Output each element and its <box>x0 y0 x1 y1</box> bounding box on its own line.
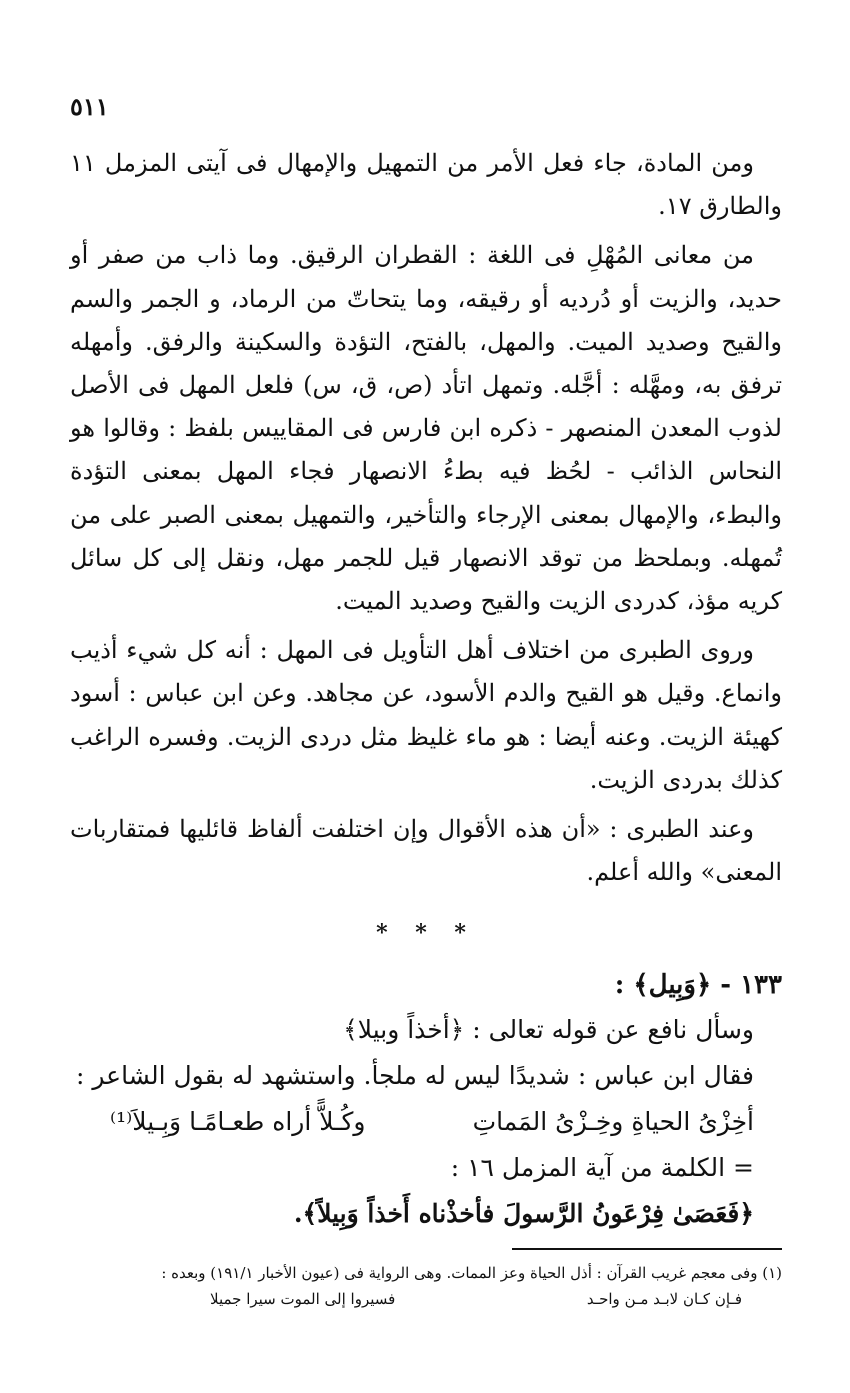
paragraph: وعند الطبرى : «أن هذه الأقوال وإن اختلفت ألفاظ قائليها فمتقاربات المعنى» والله أعلم. <box>70 815 782 887</box>
footnote-divider <box>512 1248 782 1250</box>
main-text <box>70 142 782 1237</box>
footnote-verse-first: فـإن كـان لابـد مـن واحـد <box>586 1290 742 1308</box>
entry-question: وسأل نافع عن قوله تعالى : ﴿أخذاً وبيلا﴾ <box>343 1014 754 1044</box>
footnote <box>70 1260 782 1312</box>
paragraph: من معانى المُهْلِ فى اللغة : القطران الرقيق. وما ذاب من صفر أو حديد، والزيت أو دُرديه أو رقيقه، وما يتحاتّ من الرماد، و الجمر والسم والقيح وصديد الميت. والمهل، بالفتح، التؤدة والسكينة والرفق. وأمهله ترفق به، ومهَّله : أجَّله. وتمهل اتأد (ص، ق، س) فلعل المهل فى الأصل لذوب المعدن المنصهر - ذكره ابن فارس فى المقاييس بلفظ : وقالوا هو النحاس الذائب - لحُظ فيه بطءُ الانصهار فجاء المهل بمعنى التؤدة والبطء، والإمهال بمعنى الإرجاء والتأخير، والتمهيل بمعنى الصبر على من تُمهله. وبملحظ من توقد الانصهار قيل للجمر مهل، ونقل إلى كل سائل كريه مؤذ، كدردى الزيت والقيح وصديد الميت. <box>70 241 783 616</box>
entry-text <box>70 1007 782 1237</box>
book-page <box>70 0 782 1393</box>
entry-heading: ١٣٣ - ﴿وَبِيل﴾ : <box>614 969 782 1000</box>
quran-ayah: ﴿فَعَصَىٰ فِرْعَونُ الرَّسولَ فأخذْناه أَخذاً وَبِيلاً﴾. <box>293 1198 754 1228</box>
page-number: ٥١١ <box>70 92 109 121</box>
section-separator: * * * <box>376 920 476 947</box>
verse-second-hemistich: وكُـلاًّ أراه طعـامًـا وَبِـيلاَ⁽¹⁾ <box>110 1106 366 1136</box>
paragraph: وروى الطبرى من اختلاف أهل التأويل فى المهل : أنه كل شيء أذيب وانماع. وقيل هو القيح والدم الأسود، عن مجاهد. وعن ابن عباس : أسود كهيئة الزيت. وعنه أيضا : هو ماء غليظ مثل دردى الزيت. وفسره الراغب كذلك بدردى الزيت. <box>70 636 782 794</box>
poem-verse <box>70 1099 782 1145</box>
verse-first-hemistich: أخِزْىُ الحياةِ وخِـزْىُ المَماتِ <box>472 1106 754 1136</box>
footnote-text: (١) وفى معجم غريب القرآن : أذل الحياة وعز الممات. وهى الرواية فى (عيون الأخبار ١٩١/١) وبعده : <box>161 1264 782 1282</box>
entry-note: = الكلمة من آية المزمل ١٦ : <box>450 1152 754 1182</box>
footnote-verse <box>70 1286 782 1312</box>
entry-answer: فقال ابن عباس : شديدًا ليس له ملجأ. واستشهد له بقول الشاعر : <box>76 1060 754 1090</box>
paragraph: ومن المادة، جاء فعل الأمر من التمهيل والإمهال فى آيتى المزمل ١١ والطارق ١٧. <box>70 149 782 221</box>
footnote-verse-second: فسيروا إلى الموت سيرا جميلا <box>210 1290 396 1308</box>
